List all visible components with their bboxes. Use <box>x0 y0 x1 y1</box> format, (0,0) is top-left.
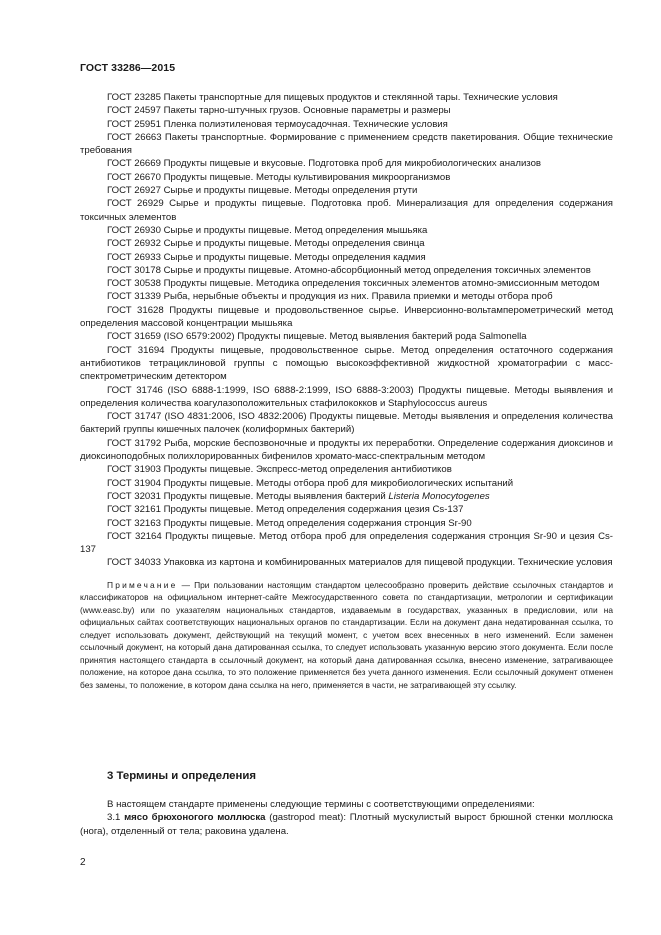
reference-item: ГОСТ 32161 Продукты пищевые. Метод определения содержания цезия Cs-137 <box>107 504 464 516</box>
reference-item: ГОСТ 31694 Продукты пищевые, продовольственное сырье. Метод определения остаточного содержания антибиотиков тетрациклиновой группы с помощью высокоэффективной жидкостной хроматографии с масс-спектрометрическим детектором <box>80 344 613 383</box>
page-number: 2 <box>80 857 86 868</box>
section-3-title: 3 Термины и определения <box>107 770 257 782</box>
section-3-body <box>80 798 613 838</box>
reference-item: ГОСТ 30538 Продукты пищевые. Методика определения токсичных элементов атомно-эмиссионным методом <box>107 278 600 290</box>
reference-item: ГОСТ 26930 Сырье и продукты пищевые. Метод определения мышьяка <box>107 224 428 236</box>
normative-references <box>80 91 613 700</box>
reference-item: ГОСТ 31904 Продукты пищевые. Методы отбора проб для микробиологических испытаний <box>107 477 514 489</box>
reference-32031-text: ГОСТ 32031 Продукты пищевые. Методы выявления бактерий <box>107 490 389 502</box>
definition-term: мясо брюхоногого моллюска <box>124 812 266 824</box>
reference-item: ГОСТ 34033 Упаковка из картона и комбинированных материалов для пищевой продукции. Технические условия <box>107 557 613 569</box>
definition-3-1 <box>80 811 613 838</box>
definition-text: (gastropod meat): Плотный мускулистый вырост брюшной стенки моллюска (нога), отделенный от тела; раковина удалена. <box>80 812 613 837</box>
reference-item: ГОСТ 31903 Продукты пищевые. Экспресс-метод определения антибиотиков <box>107 464 452 476</box>
reference-item: ГОСТ 31792 Рыба, морские беспозвоночные и продукты их переработки. Определение содержания диоксинов и диоксиноподобных полихлорированных бифенилов хромато-масс-спектральным методом <box>80 437 613 463</box>
reference-item: ГОСТ 31628 Продукты пищевые и продовольственное сырье. Инверсионно-вольтамперометрический метод определения массовой концентрации мышьяка <box>80 304 613 330</box>
reference-item: ГОСТ 23285 Пакеты транспортные для пищевых продуктов и стеклянной тары. Технические условия <box>107 92 558 103</box>
reference-item: ГОСТ 25951 Пленка полиэтиленовая термоусадочная. Технические условия <box>107 118 448 130</box>
reference-item: ГОСТ 26663 Пакеты транспортные. Формирование с применением средств пакетирования. Общие технические требования <box>80 131 613 157</box>
reference-item: ГОСТ 32164 Продукты пищевые. Метод отбора проб для определения содержания стронция Sr-90 и цезия Cs-137 <box>80 530 613 556</box>
note-label: Примечание <box>107 579 178 590</box>
reference-item: ГОСТ 31747 (ISO 4831:2006, ISO 4832:2006) Продукты пищевые. Методы выявления и определения количества бактерий группы кишечных палочек (колиформных бактерий) <box>80 411 613 436</box>
reference-item: ГОСТ 26932 Сырье и продукты пищевые. Методы определения свинца <box>107 238 425 250</box>
reference-item: ГОСТ 26670 Продукты пищевые. Методы культивирования микроорганизмов <box>107 171 451 183</box>
note-dash: — <box>177 579 195 590</box>
reference-item: ГОСТ 30178 Сырье и продукты пищевые. Атомно-абсорбционный метод определения токсичных элементов <box>107 264 591 276</box>
reference-item: ГОСТ 26927 Сырье и продукты пищевые. Методы определения ртути <box>107 185 418 197</box>
reference-item: ГОСТ 32163 Продукты пищевые. Метод определения содержания стронция Sr-90 <box>107 517 472 529</box>
reference-item: ГОСТ 26933 Сырье и продукты пищевые. Методы определения кадмия <box>107 251 426 263</box>
reference-item-32031 <box>80 490 613 503</box>
reference-item: ГОСТ 31339 Рыба, нерыбные объекты и продукция из них. Правила приемки и методы отбора проб <box>107 291 553 303</box>
reference-32031-italic: Listeria Monocytogenes <box>388 490 490 502</box>
document-header: ГОСТ 33286—2015 <box>80 62 176 74</box>
reference-item: ГОСТ 31746 (ISO 6888-1:1999, ISO 6888-2:1999, ISO 6888-3:2003) Продукты пищевые. Методы выявления и определения количества коагулазоположительных стафилококков и Staphylococcus aureus <box>80 384 613 409</box>
note-text: При пользовании настоящим стандартом целесообразно проверить действие ссылочных стандартов и классификаторов на официальном интернет-сайте Межгосударственного совета по стандартизации, метрологии и сертификации (www.easc.by) или по указателям национальных стандартов, издаваемым в государствах, указанных в предисловии, или на официальных сайтах соответствующих национальных органов по стандартизации. Если на документ дана недатированная ссылка, то следует использовать документ, действующий на текущий момент, с учетом всех внесенных в него изменений. Если заменен ссылочный документ, на который дана датированная ссылка, то следует использовать указанную версию этого документа. Если после принятия настоящего стандарта в ссылочный документ, на который дана датированная ссылка, внесено изменение, затрагивающее положение, на которое дана ссылка, то это положение применяется без учета данного изменения. Если ссылочный документ отменен без замены, то положение, в котором дана ссылка на него, применяется в части, не затрагивающей эту ссылку. <box>80 579 614 690</box>
reference-item: ГОСТ 26929 Сырье и продукты пищевые. Подготовка проб. Минерализация для определения содержания токсичных элементов <box>80 198 613 223</box>
note-block <box>80 579 613 692</box>
reference-item: ГОСТ 24597 Пакеты тарно-штучных грузов. Основные параметры и размеры <box>107 105 451 117</box>
definition-number: 3.1 <box>107 812 125 824</box>
reference-item: ГОСТ 31659 (ISO 6579:2002) Продукты пищевые. Метод выявления бактерий рода Salmonella <box>107 331 527 343</box>
section-3-intro: В настоящем стандарте применены следующие термины с соответствующими определениями: <box>107 799 535 810</box>
reference-item: ГОСТ 26669 Продукты пищевые и вкусовые. Подготовка проб для микробиологических анализов <box>107 158 542 170</box>
